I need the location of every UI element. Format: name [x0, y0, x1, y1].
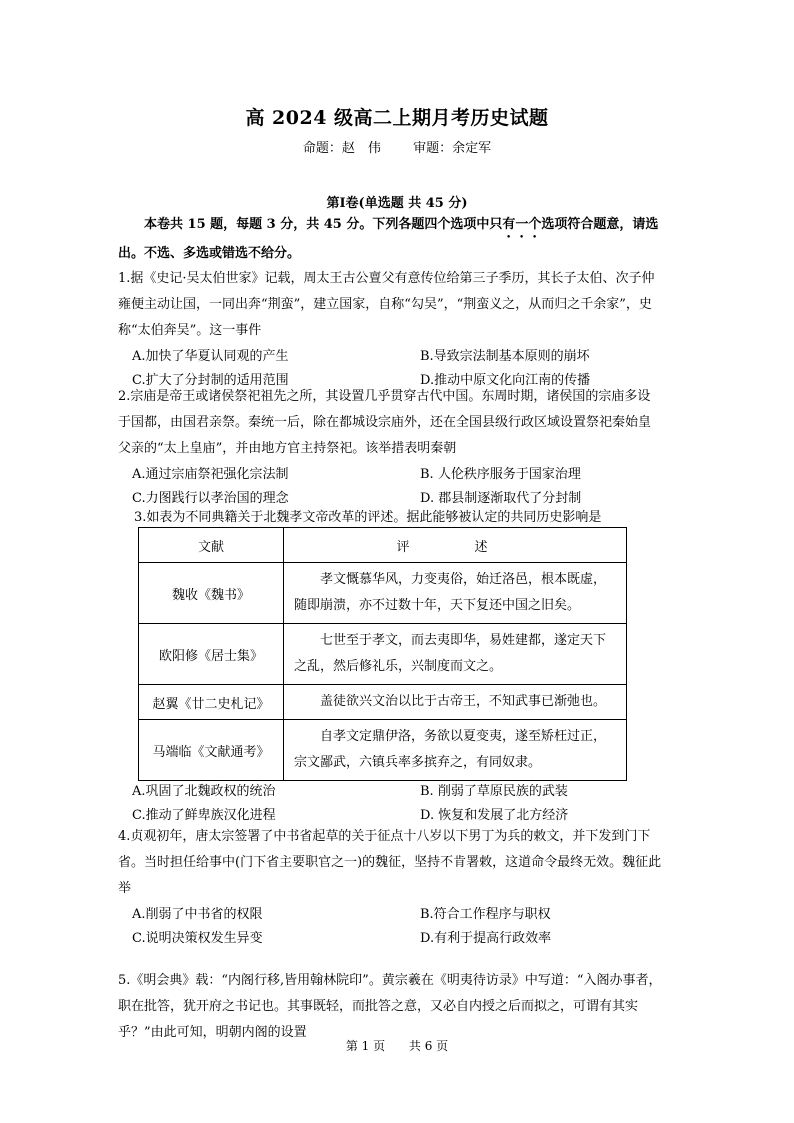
- option-a[interactable]: A.通过宗庙祭祀强化宗法制: [132, 467, 289, 482]
- option-a[interactable]: A.加快了华夏认同观的产生: [132, 349, 289, 364]
- table-cell-comment: 盖徒欲兴文治以比于古帝王，不知武事已渐弛也。: [284, 685, 627, 720]
- page-total: 共 6 页: [408, 1039, 449, 1053]
- page-number: 第 1 页: [345, 1039, 386, 1053]
- option-d[interactable]: D.有利于提高行政效率: [420, 931, 552, 946]
- table-row: [139, 720, 627, 781]
- option-b[interactable]: B. 削弱了草原民族的武装: [420, 784, 568, 799]
- section-title: 第Ⅰ卷(单选题 共 45 分): [326, 196, 468, 211]
- table-cell-comment: 孝文慨慕华风，力变夷俗，始迁洛邑，根本既虚，随即崩溃，亦不过数十年，天下复还中国之旧矣。: [284, 563, 627, 624]
- option-c[interactable]: C.扩大了分封制的适用范围: [132, 373, 289, 388]
- table-cell-source: 欧阳修《居士集》: [139, 624, 284, 685]
- question-stem: 4.贞观初年，唐太宗签署了中书省起草的关于征点十八岁以下男丁为兵的敕文，并下发到门下省。当时担任给事中(门下省主要职官之一)的魏征，坚持不肯署敕，这道命令最终无效。魏征此举: [118, 829, 662, 896]
- table-cell-comment: 自孝文定鼎伊洛，务欲以夏变夷，遂至矫枉过正，宗文鄙武，六镇兵率多摈弃之，有同奴隶。: [284, 720, 627, 781]
- table-cell-comment: 七世至于孝文，而去夷即华，易姓建都，遂定天下之乱，然后修礼乐，兴制度而文之。: [284, 624, 627, 685]
- reviewer: 审题：余定军: [413, 141, 492, 156]
- option-d[interactable]: D. 郡县制逐渐取代了分封制: [420, 491, 582, 506]
- exam-title: 高 2024 级高二上期月考历史试题: [245, 107, 549, 129]
- table-header-row: [139, 528, 627, 563]
- option-d[interactable]: D. 恢复和发展了北方经济: [420, 808, 569, 823]
- table-cell-source: 魏收《魏书》: [139, 563, 284, 624]
- question-stem: 2.宗庙是帝王或诸侯祭祀祖先之所，其设置几乎贯穿古代中国。东周时期，诸侯国的宗庙多设于国都，由国君亲祭。秦统一后，除在都城设宗庙外，还在全国县级行政区域设置祭祀秦始皇父亲的“太上皇庙”，并由地方官主持祭祀。该举措表明秦朝: [118, 389, 652, 456]
- option-a[interactable]: A.巩固了北魏政权的统治: [132, 784, 276, 799]
- table-row: [139, 563, 627, 624]
- question-5: [118, 968, 663, 1046]
- table-cell-source: 马端临《文献通考》: [139, 720, 284, 781]
- table-cell-source: 赵翼《廿二史札记》: [139, 685, 284, 720]
- reference-table: [138, 527, 627, 781]
- table-row: [139, 624, 627, 685]
- option-group: [118, 902, 663, 954]
- option-c[interactable]: C.说明决策权发生异变: [132, 931, 263, 946]
- question-stem: 1.据《史记·吴太伯世家》记载，周太王古公亶父有意传位给第三子季历，其长子太伯、次子仲雍便主动让国，一同出奔“荆蛮”，建立国家，自称“勾吴”，“荆蛮义之，从而归之千余家”，史称“太伯奔吴”。这一事件: [118, 271, 655, 338]
- option-d[interactable]: D.推动中原文化向江南的传播: [420, 373, 591, 388]
- option-b[interactable]: B. 人伦秩序服务于国家治理: [420, 467, 581, 482]
- option-b[interactable]: B.导致宗法制基本原则的崩坏: [420, 349, 590, 364]
- author-line: [0, 137, 794, 156]
- option-b[interactable]: B.符合工作程序与职权: [420, 907, 551, 922]
- option-c[interactable]: C.推动了鲜卑族汉化进程: [132, 808, 276, 823]
- author: 命题：赵 伟: [302, 141, 381, 156]
- question-stem: 3.如表为不同典籍关于北魏孝文帝改革的评述。据此能够被认定的共同历史影响是: [134, 510, 602, 525]
- option-a[interactable]: A.削弱了中书省的权限: [132, 907, 263, 922]
- emphasized-text: 有一个: [502, 217, 542, 232]
- table-header-source: 文献: [139, 528, 284, 563]
- question-1: [118, 268, 663, 396]
- question-4: [118, 824, 663, 954]
- option-c[interactable]: C.力图践行以孝治国的理念: [132, 491, 289, 506]
- table-row: [139, 685, 627, 720]
- question-stem: 5.《明会典》载：“内阁行移,皆用翰林院印”。黄宗羲在《明夷待访录》中写道：“入阁办事者，职在批答，犹开府之书记也。其事既轻，而批答之意，又必自内授之后而拟之，可谓有其实乎？”由此可知，明朝内阁的设置: [118, 973, 662, 1040]
- section-instruction: 本卷共 15 题，每题 3 分，共 45 分。下列各题四个选项中只有一个选项符合题意，请选出。不选、多选或错选不给分。: [118, 217, 659, 261]
- page-footer: [0, 1037, 794, 1054]
- question-2: [118, 384, 663, 514]
- table-header-comment: 评 述: [284, 528, 627, 563]
